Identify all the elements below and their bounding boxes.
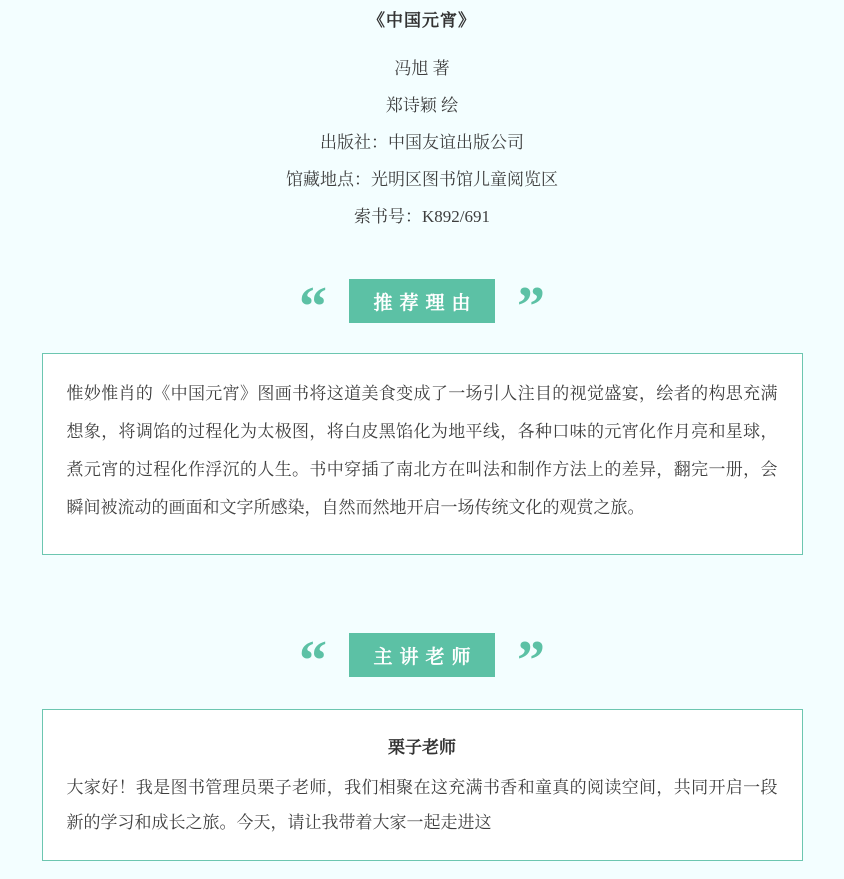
- recommendation-card: [42, 353, 803, 555]
- open-quote-icon: “: [299, 630, 327, 692]
- section-header-lecturer: [0, 630, 844, 692]
- book-publisher: 出版社：中国友谊出版公司: [320, 133, 524, 152]
- lecturer-name: 栗子老师: [388, 738, 456, 757]
- book-meta: [0, 50, 844, 235]
- book-location: 馆藏地点：光明区图书馆儿童阅览区: [286, 170, 558, 189]
- close-quote-icon: ”: [517, 630, 545, 692]
- open-quote-icon: “: [299, 276, 327, 338]
- lecturer-title-badge: 主讲老师: [349, 633, 495, 677]
- lecturer-intro-text: 大家好！我是图书管理员栗子老师，我们相聚在这充满书香和童真的阅读空间，共同开启一段新的学习和成长之旅。今天，请让我带着大家一起走进这: [66, 778, 778, 832]
- section-header-recommendation: [0, 276, 844, 338]
- book-illustrator: 郑诗颖 绘: [385, 96, 459, 115]
- book-author: 冯旭 著: [394, 59, 450, 78]
- recommendation-title-badge: 推荐理由: [349, 279, 495, 323]
- recommendation-text: 惟妙惟肖的《中国元宵》图画书将这道美食变成了一场引人注目的视觉盛宴，绘者的构思充满想象，将调馅的过程化为太极图，将白皮黑馅化为地平线，各种口味的元宵化作月亮和星球，煮元宵的过程化作浮沉的人生。书中穿插了南北方在叫法和制作方法上的差异，翻完一册，会瞬间被流动的画面和文字所感染，自然而然地开启一场传统文化的观赏之旅。: [66, 384, 778, 517]
- close-quote-icon: ”: [517, 276, 545, 338]
- lecturer-card: [42, 709, 803, 861]
- book-call-number: 索书号：K892/691: [354, 207, 490, 226]
- book-title: 《中国元宵》: [368, 11, 476, 30]
